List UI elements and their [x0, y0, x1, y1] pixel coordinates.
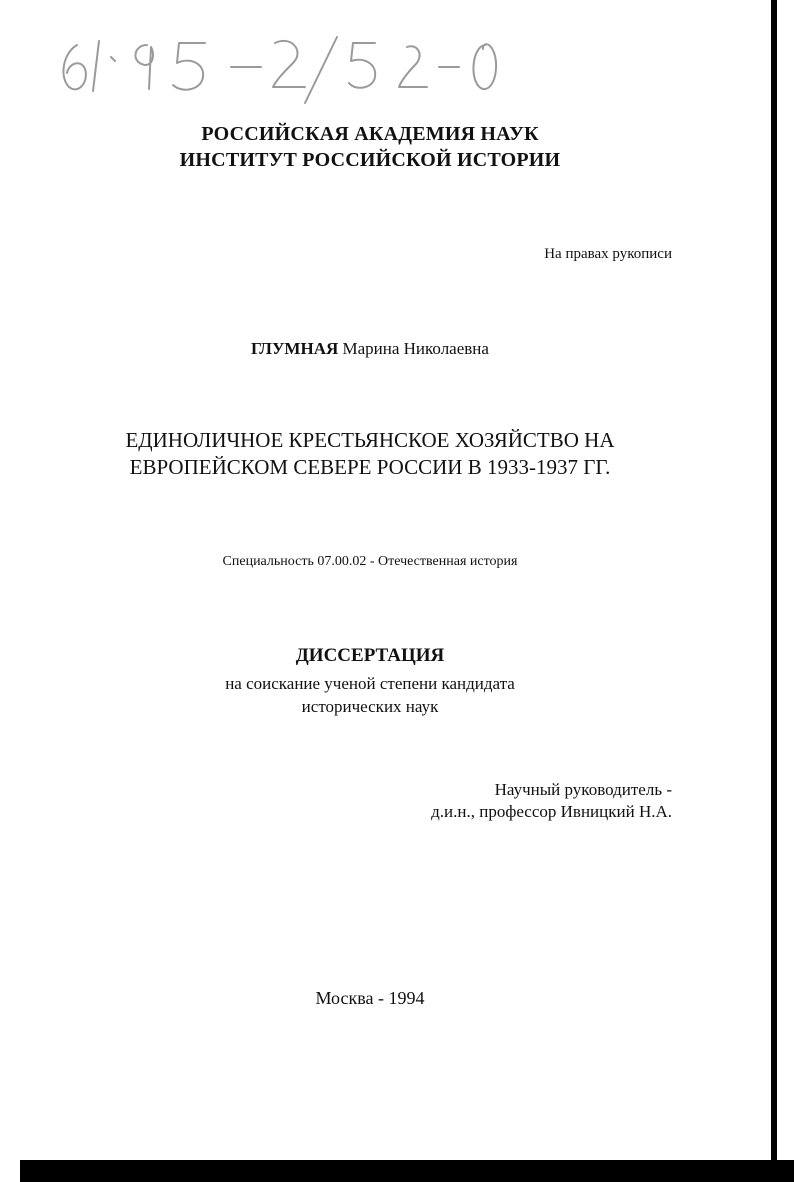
work-type-heading: ДИССЕРТАЦИЯ [295, 645, 445, 666]
author-name [0, 339, 740, 359]
handwritten-archive-mark [55, 15, 515, 105]
degree-line-1: на соискание ученой степени кандидата [225, 674, 515, 693]
dissertation-title-line-2: ЕВРОПЕЙСКОМ СЕВЕРЕ РОССИИ В 1933-1937 ГГ. [129, 455, 611, 479]
scan-edge-bottom [20, 1160, 794, 1182]
manuscript-rights-note: На правах рукописи [544, 246, 672, 262]
city-year: Москва - 1994 [315, 988, 425, 1008]
supervisor-label: Научный руководитель - [494, 780, 672, 799]
institution-academy: РОССИЙСКАЯ АКАДЕМИЯ НАУК [201, 123, 539, 145]
scan-edge-right [771, 0, 777, 1182]
degree-line-2: исторических наук [301, 697, 439, 716]
author-given-names: Марина Николаевна [342, 339, 489, 358]
dissertation-title-line-1: ЕДИНОЛИЧНОЕ КРЕСТЬЯНСКОЕ ХОЗЯЙСТВО НА [125, 428, 615, 452]
institution-institute: ИНСТИТУТ РОССИЙСКОЙ ИСТОРИИ [179, 149, 561, 171]
supervisor-name: д.и.н., профессор Ивницкий Н.А. [431, 802, 672, 821]
specialty: Специальность 07.00.02 - Отечественная история [222, 554, 518, 569]
author-surname: ГЛУМНАЯ [251, 339, 339, 358]
